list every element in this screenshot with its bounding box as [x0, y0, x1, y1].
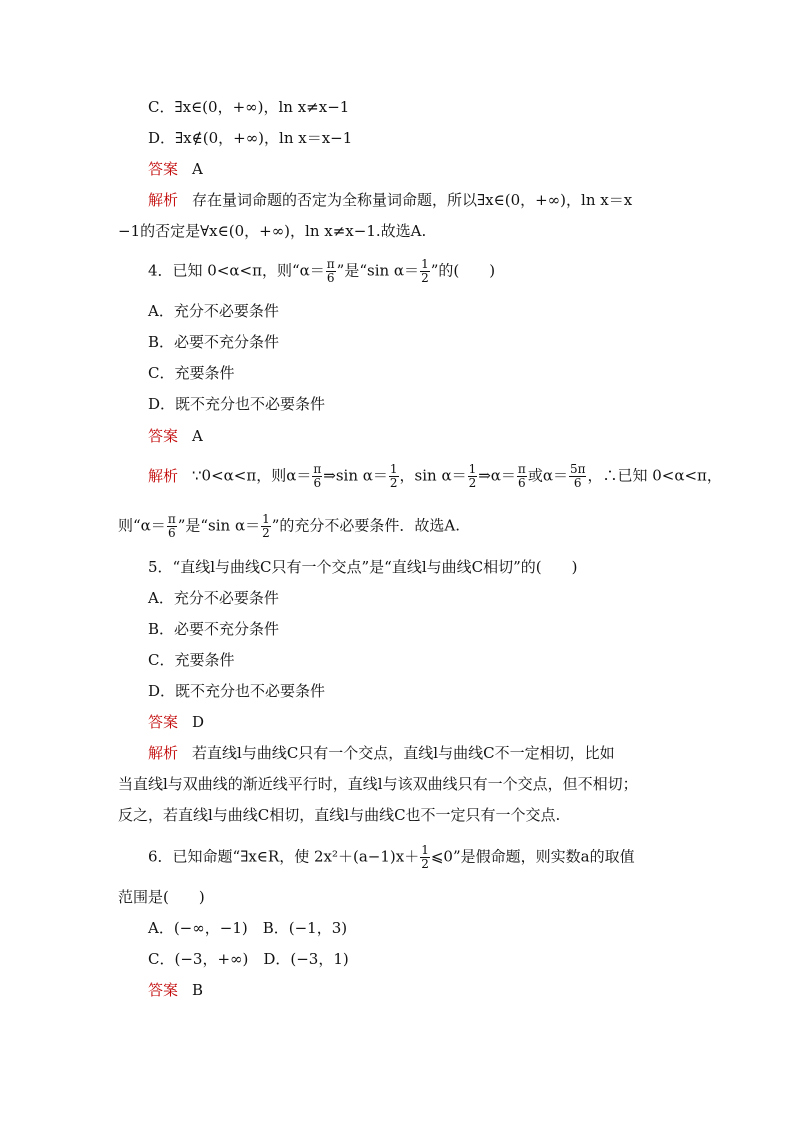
analysis-text: 存在量词命题的否定为全称量词命题，所以∃x∈(0，+∞)，ln x＝x	[192, 191, 633, 209]
fraction	[420, 844, 430, 871]
fraction	[468, 463, 478, 490]
fraction	[312, 463, 322, 490]
answer-label: 答案	[148, 713, 179, 731]
fraction-denominator: 6	[167, 526, 176, 540]
analysis-label: 解析	[148, 466, 179, 485]
analysis-text: 或α＝	[527, 466, 568, 485]
analysis-text: 则“α＝	[118, 516, 166, 535]
fraction-denominator: 6	[518, 476, 526, 490]
analysis-continued-line: −1的否定是∀x∈(0，+∞)，ln x≠x−1.故选A.	[118, 222, 427, 240]
fraction-denominator: 2	[389, 476, 398, 490]
analysis-text: ”是“sin α＝	[177, 516, 261, 535]
fraction	[167, 513, 177, 540]
answer-value: A	[192, 160, 203, 178]
option-d-line: D．既不充分也不必要条件	[148, 395, 326, 413]
analysis-text: ，sin α＝	[399, 466, 467, 485]
options-cd-line: C．(−3，+∞) D．(−3，1)	[148, 950, 349, 968]
analysis-label: 解析	[148, 191, 179, 209]
fraction-denominator: 2	[468, 476, 477, 490]
answer-value: B	[192, 981, 204, 999]
q4-text-b: ”是“sin α＝	[336, 261, 420, 280]
fraction-numerator: π	[326, 257, 335, 271]
answer-value: A	[192, 427, 203, 445]
analysis-continued-line	[118, 513, 460, 540]
fraction-denominator: 2	[421, 857, 429, 871]
q6-text-b: ⩽0”是假命题，则实数a的取值	[430, 847, 635, 866]
analysis-continued-line: 反之，若直线l与曲线C相切，直线l与曲线C也不一定只有一个交点.	[118, 806, 561, 824]
answer-label: 答案	[148, 160, 179, 178]
analysis-line	[148, 742, 615, 764]
analysis-continued-line: 当直线l与双曲线的渐近线平行时，直线l与该双曲线只有一个交点，但不相切；	[118, 775, 638, 793]
q4-text-a: 4．已知 0<α<π，则“α＝	[148, 261, 325, 280]
option-d-line: D．既不充分也不必要条件	[148, 682, 326, 700]
question-6-continued-line: 范围是( )	[118, 888, 205, 906]
analysis-text: ”的充分不必要条件．故选A.	[271, 516, 461, 535]
answer-value: D	[192, 713, 205, 731]
fraction	[326, 258, 336, 285]
fraction-denominator: 2	[421, 271, 429, 285]
answer-line	[148, 711, 204, 733]
q4-text-c: ”的( )	[430, 261, 496, 280]
option-b-line: B．必要不充分条件	[148, 333, 280, 351]
fraction-numerator: 1	[389, 462, 398, 476]
question-5-line: 5．“直线l与曲线C只有一个交点”是“直线l与曲线C相切”的( )	[148, 558, 578, 576]
option-c-line: C．充要条件	[148, 364, 235, 382]
answer-line	[148, 158, 203, 180]
fraction-numerator: 1	[262, 512, 270, 526]
option-a-line: A．充分不必要条件	[148, 302, 279, 320]
analysis-text: ∵0<α<π，则α＝	[192, 466, 312, 485]
fraction-numerator: 1	[468, 462, 477, 476]
answer-line	[148, 979, 203, 1001]
fraction-denominator: 6	[313, 476, 322, 490]
fraction	[389, 463, 399, 490]
fraction	[569, 463, 587, 490]
fraction-denominator: 6	[326, 271, 335, 285]
analysis-text: ，∴已知 0<α<π，	[587, 466, 722, 485]
fraction-denominator: 2	[262, 526, 270, 540]
fraction-numerator: 1	[421, 843, 429, 857]
fraction	[517, 463, 527, 490]
fraction	[420, 258, 430, 285]
answer-line	[148, 425, 203, 447]
options-ab-line: A．(−∞，−1) B．(−1，3)	[148, 919, 348, 937]
answer-label: 答案	[148, 981, 179, 999]
question-4-line	[148, 258, 495, 285]
fraction	[261, 513, 271, 540]
analysis-label: 解析	[148, 744, 179, 762]
analysis-line	[148, 189, 632, 211]
analysis-text: ⇒sin α＝	[323, 466, 388, 485]
fraction-numerator: 1	[421, 257, 429, 271]
q6-text-a: 6．已知命题“∃x∈R，使 2x²＋(a−1)x＋	[148, 847, 420, 866]
option-c-line: C．∃x∈(0，+∞)，ln x≠x−1	[148, 98, 350, 116]
fraction-denominator: 6	[573, 476, 582, 490]
fraction-numerator: 5π	[569, 462, 586, 476]
fraction-numerator: π	[313, 462, 322, 476]
analysis-line	[148, 463, 722, 490]
option-b-line: B．必要不充分条件	[148, 620, 280, 638]
fraction-numerator: π	[517, 462, 526, 476]
analysis-text: 若直线l与曲线C只有一个交点，直线l与曲线C不一定相切，比如	[192, 744, 615, 762]
fraction-numerator: π	[167, 512, 176, 526]
option-c-line: C．充要条件	[148, 651, 235, 669]
analysis-text: ⇒α＝	[478, 466, 516, 485]
option-a-line: A．充分不必要条件	[148, 589, 279, 607]
answer-label: 答案	[148, 427, 179, 445]
option-d-line: D．∃x∉(0，+∞)，ln x＝x−1	[148, 129, 353, 147]
question-6-line	[148, 844, 635, 871]
